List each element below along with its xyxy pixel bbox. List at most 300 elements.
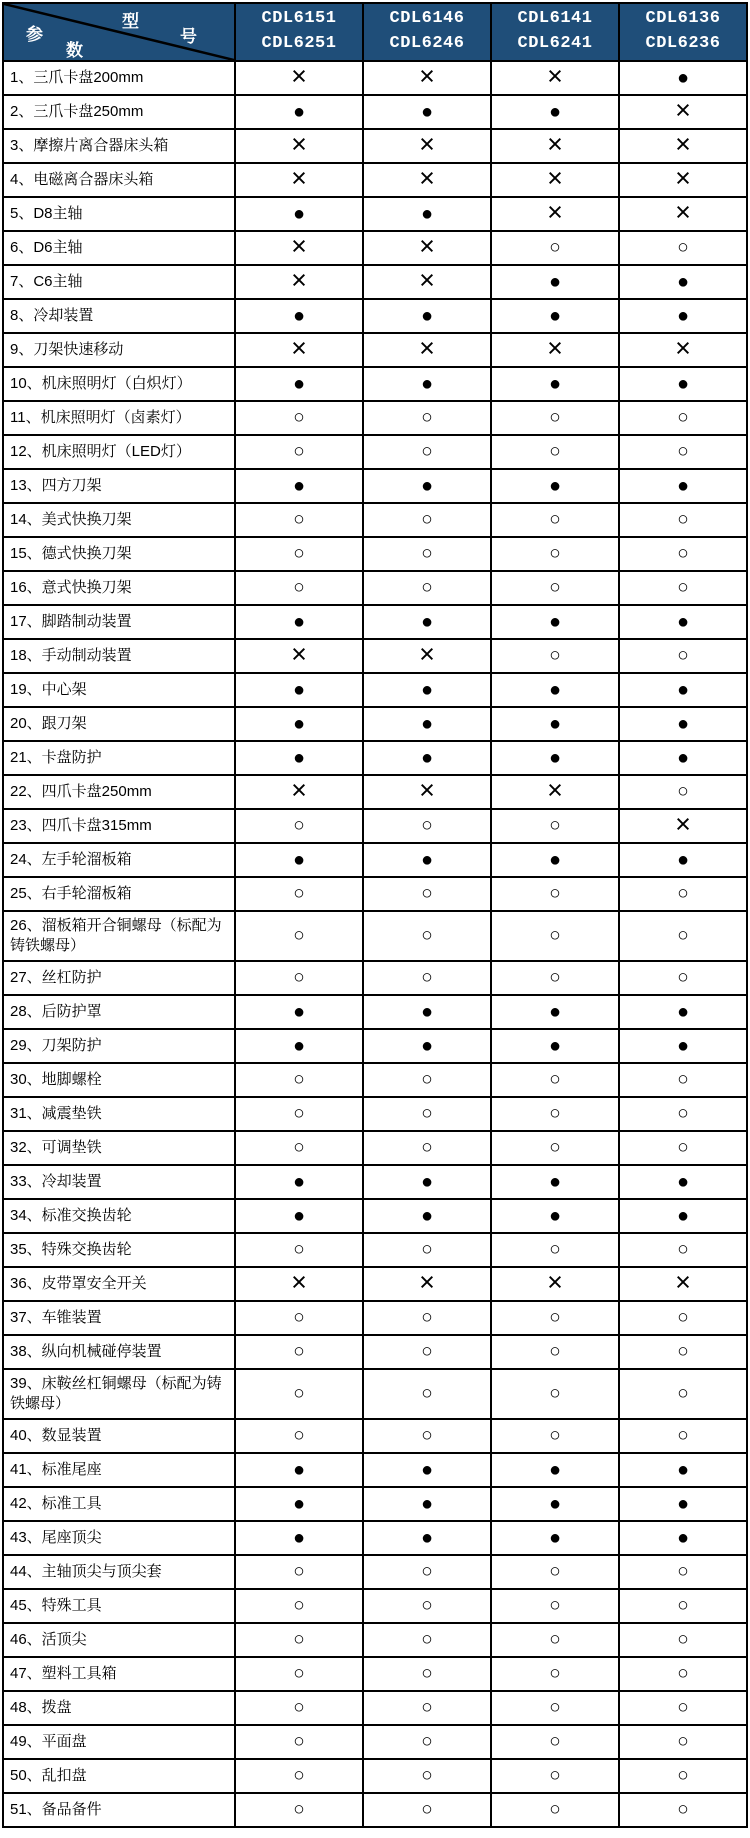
row-label: 3、摩擦片离合器床头箱 — [10, 136, 169, 154]
option-cell-not-available-cross: × — [618, 810, 746, 842]
table-row — [4, 1198, 746, 1232]
option-cell-optional-open: ○ — [362, 1726, 490, 1758]
option-cell-optional-open: ○ — [618, 1624, 746, 1656]
option-cell-optional-open: ○ — [490, 1590, 618, 1622]
row-label: 40、数显装置 — [10, 1426, 102, 1444]
option-cell-standard-filled: ● — [362, 300, 490, 332]
corner-label-model-char2: 号 — [180, 27, 197, 46]
option-cell-not-available-cross: × — [234, 1268, 362, 1300]
option-cell-optional-open: ○ — [490, 402, 618, 434]
row-label: 14、美式快换刀架 — [10, 510, 132, 528]
option-cell-standard-filled: ● — [490, 300, 618, 332]
option-cell-optional-open: ○ — [490, 810, 618, 842]
option-cell-optional-open: ○ — [362, 1420, 490, 1452]
option-cell-optional-open: ○ — [234, 1132, 362, 1164]
option-cell-standard-filled: ● — [490, 606, 618, 638]
row-label: 2、三爪卡盘250mm — [10, 102, 144, 120]
option-cell-optional-open: ○ — [618, 1590, 746, 1622]
option-cell-standard-filled: ● — [490, 96, 618, 128]
row-label: 21、卡盘防护 — [10, 748, 102, 766]
model-name-line1: CDL6136 — [645, 9, 721, 29]
table-row — [4, 332, 746, 366]
option-cell-optional-open: ○ — [490, 878, 618, 910]
option-cell-optional-open: ○ — [490, 1692, 618, 1724]
option-cell-optional-open: ○ — [490, 1794, 618, 1826]
option-cell-optional-open: ○ — [234, 402, 362, 434]
row-label: 10、机床照明灯（白炽灯） — [10, 374, 192, 392]
option-cell-standard-filled: ● — [362, 1454, 490, 1486]
option-cell-optional-open: ○ — [362, 538, 490, 570]
option-cell-standard-filled: ● — [490, 674, 618, 706]
option-cell-optional-open: ○ — [234, 436, 362, 468]
option-cell-standard-filled: ● — [234, 708, 362, 740]
option-cell-optional-open: ○ — [362, 1132, 490, 1164]
row-label: 18、手动制动装置 — [10, 646, 132, 664]
option-cell-standard-filled: ● — [234, 470, 362, 502]
option-cell-optional-open: ○ — [234, 1420, 362, 1452]
table-body — [4, 60, 746, 1826]
row-label: 20、跟刀架 — [10, 714, 87, 732]
option-cell-optional-open: ○ — [234, 878, 362, 910]
option-cell-optional-open: ○ — [618, 1760, 746, 1792]
option-cell-optional-open: ○ — [234, 810, 362, 842]
model-name-line2: CDL6241 — [517, 34, 593, 53]
option-cell-optional-open: ○ — [362, 1234, 490, 1266]
option-cell-optional-open: ○ — [618, 232, 746, 264]
row-label: 48、拨盘 — [10, 1698, 72, 1716]
model-name-line1: CDL6141 — [517, 9, 593, 29]
model-options-table — [2, 2, 748, 1828]
option-cell-optional-open: ○ — [234, 1658, 362, 1690]
column-header-cdl6136 — [618, 4, 746, 60]
column-header-cdl6141 — [490, 4, 618, 60]
table-row — [4, 1656, 746, 1690]
option-cell-standard-filled: ● — [618, 470, 746, 502]
option-cell-not-available-cross: × — [490, 334, 618, 366]
corner-label-model-char1: 型 — [122, 12, 139, 31]
option-cell-not-available-cross: × — [618, 164, 746, 196]
row-label: 51、备品备件 — [10, 1800, 102, 1818]
option-cell-standard-filled: ● — [234, 1030, 362, 1062]
option-cell-optional-open: ○ — [234, 1794, 362, 1826]
option-cell-optional-open: ○ — [618, 640, 746, 672]
table-row — [4, 740, 746, 774]
option-cell-standard-filled: ● — [490, 844, 618, 876]
option-cell-optional-open: ○ — [234, 572, 362, 604]
table-row — [4, 502, 746, 536]
row-label: 50、乱扣盘 — [10, 1766, 87, 1784]
table-row — [4, 876, 746, 910]
row-label: 45、特殊工具 — [10, 1596, 102, 1614]
table-row — [4, 94, 746, 128]
option-cell-optional-open: ○ — [618, 1098, 746, 1130]
option-cell-optional-open: ○ — [618, 1692, 746, 1724]
option-cell-standard-filled: ● — [234, 996, 362, 1028]
model-name-line1: CDL6146 — [389, 9, 465, 29]
model-name-line2: CDL6236 — [645, 34, 721, 53]
row-label: 29、刀架防护 — [10, 1036, 102, 1054]
option-cell-optional-open: ○ — [234, 1726, 362, 1758]
option-cell-optional-open: ○ — [362, 402, 490, 434]
option-cell-optional-open: ○ — [490, 1726, 618, 1758]
table-row — [4, 808, 746, 842]
option-cell-optional-open: ○ — [234, 1336, 362, 1368]
option-cell-not-available-cross: × — [234, 164, 362, 196]
table-row — [4, 1232, 746, 1266]
option-cell-not-available-cross: × — [490, 776, 618, 808]
option-cell-optional-open: ○ — [362, 1760, 490, 1792]
table-row — [4, 960, 746, 994]
row-label: 43、尾座顶尖 — [10, 1528, 102, 1546]
option-cell-not-available-cross: × — [362, 130, 490, 162]
table-row — [4, 196, 746, 230]
row-label: 19、中心架 — [10, 680, 87, 698]
option-cell-optional-open: ○ — [490, 1420, 618, 1452]
option-cell-optional-open: ○ — [234, 912, 362, 960]
option-cell-standard-filled: ● — [618, 1522, 746, 1554]
option-cell-standard-filled: ● — [362, 1166, 490, 1198]
option-cell-not-available-cross: × — [490, 62, 618, 94]
option-cell-optional-open: ○ — [362, 1794, 490, 1826]
option-cell-standard-filled: ● — [490, 1030, 618, 1062]
option-cell-standard-filled: ● — [362, 1488, 490, 1520]
option-cell-optional-open: ○ — [490, 504, 618, 536]
option-cell-optional-open: ○ — [362, 436, 490, 468]
option-cell-not-available-cross: × — [234, 334, 362, 366]
option-cell-optional-open: ○ — [234, 1302, 362, 1334]
row-label: 6、D6主轴 — [10, 238, 83, 256]
option-cell-standard-filled: ● — [618, 1454, 746, 1486]
option-cell-optional-open: ○ — [362, 504, 490, 536]
option-cell-optional-open: ○ — [234, 1692, 362, 1724]
table-row — [4, 774, 746, 808]
option-cell-standard-filled: ● — [234, 674, 362, 706]
table-row — [4, 1130, 746, 1164]
table-row — [4, 1554, 746, 1588]
option-cell-standard-filled: ● — [618, 1200, 746, 1232]
table-row — [4, 994, 746, 1028]
table-row — [4, 1334, 746, 1368]
option-cell-optional-open: ○ — [490, 640, 618, 672]
option-cell-optional-open: ○ — [234, 1064, 362, 1096]
table-row — [4, 1300, 746, 1334]
option-cell-optional-open: ○ — [490, 1370, 618, 1418]
table-row — [4, 570, 746, 604]
table-row — [4, 1368, 746, 1418]
table-row — [4, 1452, 746, 1486]
table-row — [4, 706, 746, 740]
option-cell-optional-open: ○ — [618, 776, 746, 808]
option-cell-optional-open: ○ — [490, 1064, 618, 1096]
option-cell-not-available-cross: × — [618, 1268, 746, 1300]
row-label: 12、机床照明灯（LED灯） — [10, 442, 191, 460]
option-cell-optional-open: ○ — [490, 1336, 618, 1368]
option-cell-standard-filled: ● — [362, 708, 490, 740]
option-cell-standard-filled: ● — [234, 96, 362, 128]
option-cell-optional-open: ○ — [490, 1624, 618, 1656]
option-cell-optional-open: ○ — [618, 504, 746, 536]
option-cell-not-available-cross: × — [362, 640, 490, 672]
option-cell-standard-filled: ● — [618, 674, 746, 706]
option-cell-optional-open: ○ — [490, 962, 618, 994]
option-cell-standard-filled: ● — [490, 996, 618, 1028]
corner-header-cell — [4, 4, 234, 60]
option-cell-optional-open: ○ — [618, 1336, 746, 1368]
table-row — [4, 366, 746, 400]
option-cell-optional-open: ○ — [618, 1302, 746, 1334]
option-cell-not-available-cross: × — [234, 266, 362, 298]
option-cell-standard-filled: ● — [234, 1166, 362, 1198]
row-label: 42、标准工具 — [10, 1494, 102, 1512]
option-cell-standard-filled: ● — [490, 742, 618, 774]
row-label: 26、溜板箱开合铜螺母（标配为铸铁螺母） — [10, 916, 222, 954]
option-cell-optional-open: ○ — [618, 1370, 746, 1418]
row-label: 5、D8主轴 — [10, 204, 83, 222]
option-cell-optional-open: ○ — [362, 572, 490, 604]
table-row — [4, 842, 746, 876]
option-cell-optional-open: ○ — [618, 538, 746, 570]
option-cell-standard-filled: ● — [234, 198, 362, 230]
option-cell-not-available-cross: × — [362, 266, 490, 298]
row-label: 32、可调垫铁 — [10, 1138, 102, 1156]
row-label: 15、德式快换刀架 — [10, 544, 132, 562]
row-label: 41、标准尾座 — [10, 1460, 102, 1478]
row-label: 8、冷却装置 — [10, 306, 94, 324]
option-cell-not-available-cross: × — [362, 232, 490, 264]
option-cell-optional-open: ○ — [490, 1234, 618, 1266]
option-cell-standard-filled: ● — [490, 1522, 618, 1554]
option-cell-optional-open: ○ — [618, 1132, 746, 1164]
row-label: 34、标准交换齿轮 — [10, 1206, 132, 1224]
corner-label-param-char1: 参 — [26, 25, 43, 44]
table-row — [4, 1588, 746, 1622]
option-cell-optional-open: ○ — [618, 1234, 746, 1266]
option-cell-not-available-cross: × — [618, 96, 746, 128]
model-name-line1: CDL6151 — [261, 9, 337, 29]
table-row — [4, 162, 746, 196]
option-cell-optional-open: ○ — [362, 1302, 490, 1334]
option-cell-optional-open: ○ — [490, 1098, 618, 1130]
table-row — [4, 400, 746, 434]
option-cell-optional-open: ○ — [490, 912, 618, 960]
option-cell-standard-filled: ● — [618, 1030, 746, 1062]
row-label: 39、床鞍丝杠铜螺母（标配为铸铁螺母） — [10, 1374, 222, 1412]
table-row — [4, 1418, 746, 1452]
table-row — [4, 1690, 746, 1724]
option-cell-optional-open: ○ — [618, 962, 746, 994]
option-cell-standard-filled: ● — [234, 606, 362, 638]
option-cell-standard-filled: ● — [490, 1488, 618, 1520]
row-label: 31、减震垫铁 — [10, 1104, 102, 1122]
column-header-cdl6151 — [234, 4, 362, 60]
option-cell-standard-filled: ● — [618, 368, 746, 400]
table-row — [4, 1724, 746, 1758]
row-label: 44、主轴顶尖与顶尖套 — [10, 1562, 162, 1580]
option-cell-optional-open: ○ — [234, 962, 362, 994]
option-cell-optional-open: ○ — [234, 1234, 362, 1266]
option-cell-standard-filled: ● — [618, 844, 746, 876]
option-cell-optional-open: ○ — [362, 1098, 490, 1130]
option-cell-optional-open: ○ — [234, 1760, 362, 1792]
table-row — [4, 60, 746, 94]
row-label: 23、四爪卡盘315mm — [10, 816, 152, 834]
option-cell-optional-open: ○ — [490, 1302, 618, 1334]
option-cell-optional-open: ○ — [362, 1556, 490, 1588]
row-label: 36、皮带罩安全开关 — [10, 1274, 147, 1292]
option-cell-optional-open: ○ — [362, 1658, 490, 1690]
option-cell-not-available-cross: × — [234, 130, 362, 162]
row-label: 47、塑料工具箱 — [10, 1664, 117, 1682]
option-cell-not-available-cross: × — [618, 198, 746, 230]
option-cell-standard-filled: ● — [234, 300, 362, 332]
option-cell-optional-open: ○ — [362, 1692, 490, 1724]
option-cell-optional-open: ○ — [234, 1624, 362, 1656]
row-label: 30、地脚螺栓 — [10, 1070, 102, 1088]
row-label: 11、机床照明灯（卤素灯） — [10, 408, 191, 426]
table-row — [4, 1062, 746, 1096]
option-cell-optional-open: ○ — [362, 962, 490, 994]
table-row — [4, 672, 746, 706]
option-cell-standard-filled: ● — [362, 674, 490, 706]
option-cell-standard-filled: ● — [362, 606, 490, 638]
option-cell-optional-open: ○ — [362, 912, 490, 960]
option-cell-not-available-cross: × — [490, 164, 618, 196]
option-cell-standard-filled: ● — [490, 1200, 618, 1232]
option-cell-optional-open: ○ — [618, 436, 746, 468]
option-cell-standard-filled: ● — [490, 1454, 618, 1486]
option-cell-optional-open: ○ — [618, 572, 746, 604]
table-row — [4, 264, 746, 298]
option-cell-standard-filled: ● — [234, 742, 362, 774]
option-cell-optional-open: ○ — [234, 1098, 362, 1130]
option-cell-optional-open: ○ — [362, 1370, 490, 1418]
table-row — [4, 128, 746, 162]
option-cell-optional-open: ○ — [234, 1590, 362, 1622]
option-cell-standard-filled: ● — [618, 266, 746, 298]
option-cell-standard-filled: ● — [362, 368, 490, 400]
corner-label-param-char2: 数 — [66, 41, 83, 60]
option-cell-standard-filled: ● — [490, 708, 618, 740]
option-cell-not-available-cross: × — [362, 1268, 490, 1300]
option-cell-standard-filled: ● — [234, 1488, 362, 1520]
option-cell-not-available-cross: × — [234, 232, 362, 264]
option-cell-optional-open: ○ — [618, 912, 746, 960]
option-cell-standard-filled: ● — [618, 996, 746, 1028]
option-cell-optional-open: ○ — [362, 1624, 490, 1656]
option-cell-not-available-cross: × — [234, 640, 362, 672]
option-cell-standard-filled: ● — [618, 606, 746, 638]
option-cell-standard-filled: ● — [362, 742, 490, 774]
option-cell-optional-open: ○ — [490, 1658, 618, 1690]
option-cell-standard-filled: ● — [618, 1488, 746, 1520]
option-cell-optional-open: ○ — [234, 1370, 362, 1418]
table-row — [4, 468, 746, 502]
option-cell-not-available-cross: × — [234, 62, 362, 94]
option-cell-standard-filled: ● — [362, 844, 490, 876]
row-label: 25、右手轮溜板箱 — [10, 884, 132, 902]
option-cell-not-available-cross: × — [618, 334, 746, 366]
option-cell-not-available-cross: × — [362, 334, 490, 366]
option-cell-standard-filled: ● — [362, 1200, 490, 1232]
table-row — [4, 1486, 746, 1520]
row-label: 38、纵向机械碰停装置 — [10, 1342, 162, 1360]
row-label: 24、左手轮溜板箱 — [10, 850, 132, 868]
table-row — [4, 1758, 746, 1792]
option-cell-optional-open: ○ — [490, 436, 618, 468]
option-cell-standard-filled: ● — [490, 368, 618, 400]
row-label: 33、冷却装置 — [10, 1172, 102, 1190]
table-row — [4, 536, 746, 570]
option-cell-not-available-cross: × — [490, 1268, 618, 1300]
table-row — [4, 1792, 746, 1826]
option-cell-standard-filled: ● — [362, 96, 490, 128]
option-cell-optional-open: ○ — [490, 538, 618, 570]
row-label: 27、丝杠防护 — [10, 968, 102, 986]
option-cell-optional-open: ○ — [362, 810, 490, 842]
row-label: 37、车锥装置 — [10, 1308, 102, 1326]
option-cell-standard-filled: ● — [618, 62, 746, 94]
table-row — [4, 1028, 746, 1062]
row-label: 7、C6主轴 — [10, 272, 83, 290]
row-label: 46、活顶尖 — [10, 1630, 87, 1648]
option-cell-standard-filled: ● — [618, 742, 746, 774]
table-row — [4, 1520, 746, 1554]
row-label: 17、脚踏制动装置 — [10, 612, 132, 630]
table-row — [4, 1096, 746, 1130]
option-cell-optional-open: ○ — [490, 1556, 618, 1588]
table-row — [4, 1266, 746, 1300]
row-label: 28、后防护罩 — [10, 1002, 102, 1020]
model-name-line2: CDL6251 — [261, 34, 337, 53]
table-row — [4, 1164, 746, 1198]
option-cell-standard-filled: ● — [234, 368, 362, 400]
table-row — [4, 298, 746, 332]
option-cell-optional-open: ○ — [618, 402, 746, 434]
row-label: 16、意式快换刀架 — [10, 578, 132, 596]
option-cell-not-available-cross: × — [362, 776, 490, 808]
option-cell-standard-filled: ● — [362, 198, 490, 230]
option-cell-standard-filled: ● — [618, 300, 746, 332]
option-cell-standard-filled: ● — [490, 1166, 618, 1198]
option-cell-standard-filled: ● — [618, 708, 746, 740]
option-cell-not-available-cross: × — [234, 776, 362, 808]
row-label: 49、平面盘 — [10, 1732, 87, 1750]
option-cell-optional-open: ○ — [618, 1726, 746, 1758]
option-cell-standard-filled: ● — [490, 470, 618, 502]
option-cell-optional-open: ○ — [234, 1556, 362, 1588]
table-row — [4, 230, 746, 264]
option-cell-standard-filled: ● — [234, 1454, 362, 1486]
column-header-cdl6146 — [362, 4, 490, 60]
table-row — [4, 638, 746, 672]
row-label: 1、三爪卡盘200mm — [10, 68, 144, 86]
option-cell-standard-filled: ● — [234, 844, 362, 876]
option-cell-optional-open: ○ — [490, 1132, 618, 1164]
option-cell-standard-filled: ● — [490, 266, 618, 298]
row-label: 4、电磁离合器床头箱 — [10, 170, 154, 188]
option-cell-optional-open: ○ — [490, 1760, 618, 1792]
table-row — [4, 910, 746, 960]
option-cell-optional-open: ○ — [362, 1590, 490, 1622]
option-cell-optional-open: ○ — [490, 232, 618, 264]
option-cell-optional-open: ○ — [618, 1420, 746, 1452]
table-row — [4, 604, 746, 638]
option-cell-standard-filled: ● — [234, 1522, 362, 1554]
option-cell-optional-open: ○ — [618, 1064, 746, 1096]
option-cell-optional-open: ○ — [234, 504, 362, 536]
table-header-row — [4, 4, 746, 60]
row-label: 35、特殊交换齿轮 — [10, 1240, 132, 1258]
